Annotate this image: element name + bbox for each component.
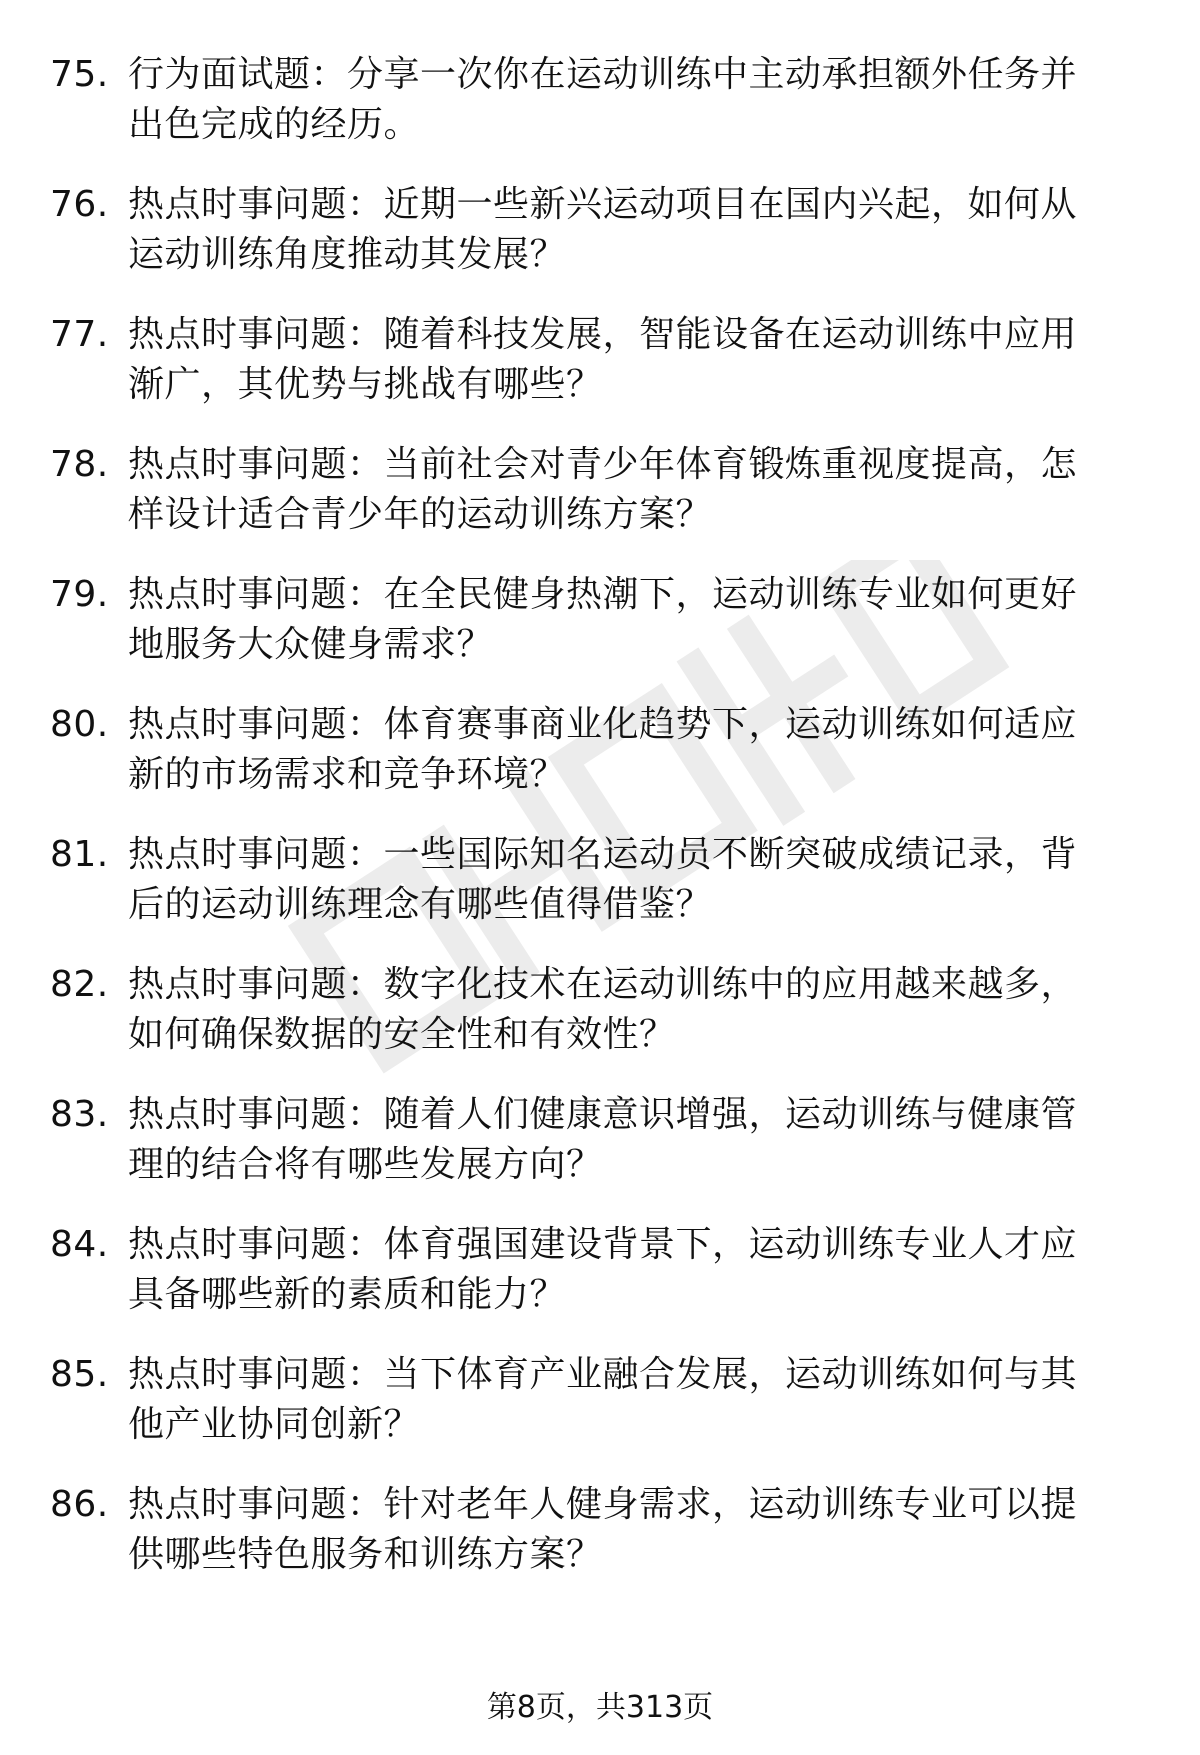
question-item xyxy=(50,700,1150,800)
page-footer xyxy=(0,1688,1200,1728)
question-number: 77. xyxy=(50,314,109,355)
page-number-label: 第8页，共313页 xyxy=(486,1690,714,1725)
question-text: 热点时事问题：近期一些新兴运动项目在国内兴起，如何从运动训练角度推动其发展？ xyxy=(128,184,1078,275)
question-number: 82. xyxy=(50,964,109,1005)
question-text: 热点时事问题：当下体育产业融合发展，运动训练如何与其他产业协同创新？ xyxy=(128,1354,1078,1445)
question-number: 78. xyxy=(50,444,109,485)
question-list xyxy=(50,50,1150,1610)
question-item xyxy=(50,440,1150,540)
question-item xyxy=(50,180,1150,280)
question-item xyxy=(50,570,1150,670)
question-item xyxy=(50,1350,1150,1450)
question-text: 热点时事问题：体育强国建设背景下，运动训练专业人才应具备哪些新的素质和能力？ xyxy=(128,1224,1078,1315)
question-item xyxy=(50,1480,1150,1580)
question-text: 热点时事问题：在全民健身热潮下，运动训练专业如何更好地服务大众健身需求？ xyxy=(128,574,1078,665)
question-item xyxy=(50,50,1150,150)
question-number: 75. xyxy=(50,54,109,95)
question-number: 86. xyxy=(50,1484,109,1525)
question-number: 85. xyxy=(50,1354,109,1395)
question-text: 热点时事问题：针对老年人健身需求，运动训练专业可以提供哪些特色服务和训练方案？ xyxy=(128,1484,1078,1575)
question-item xyxy=(50,960,1150,1060)
question-number: 76. xyxy=(50,184,109,225)
question-text: 行为面试题：分享一次你在运动训练中主动承担额外任务并出色完成的经历。 xyxy=(128,54,1078,145)
question-text: 热点时事问题：数字化技术在运动训练中的应用越来越多，如何确保数据的安全性和有效性？ xyxy=(128,964,1078,1055)
question-number: 81. xyxy=(50,834,109,875)
question-item xyxy=(50,310,1150,410)
question-number: 83. xyxy=(50,1094,109,1135)
question-number: 84. xyxy=(50,1224,109,1265)
question-item xyxy=(50,1220,1150,1320)
question-text: 热点时事问题：体育赛事商业化趋势下，运动训练如何适应新的市场需求和竞争环境？ xyxy=(128,704,1078,795)
question-text: 热点时事问题：随着人们健康意识增强，运动训练与健康管理的结合将有哪些发展方向？ xyxy=(128,1094,1078,1185)
question-text: 热点时事问题：随着科技发展，智能设备在运动训练中应用渐广，其优势与挑战有哪些？ xyxy=(128,314,1078,405)
question-item xyxy=(50,830,1150,930)
question-number: 80. xyxy=(50,704,109,745)
question-item xyxy=(50,1090,1150,1190)
question-number: 79. xyxy=(50,574,109,615)
question-text: 热点时事问题：一些国际知名运动员不断突破成绩记录，背后的运动训练理念有哪些值得借鉴？ xyxy=(128,834,1078,925)
question-text: 热点时事问题：当前社会对青少年体育锻炼重视度提高，怎样设计适合青少年的运动训练方案？ xyxy=(128,444,1078,535)
